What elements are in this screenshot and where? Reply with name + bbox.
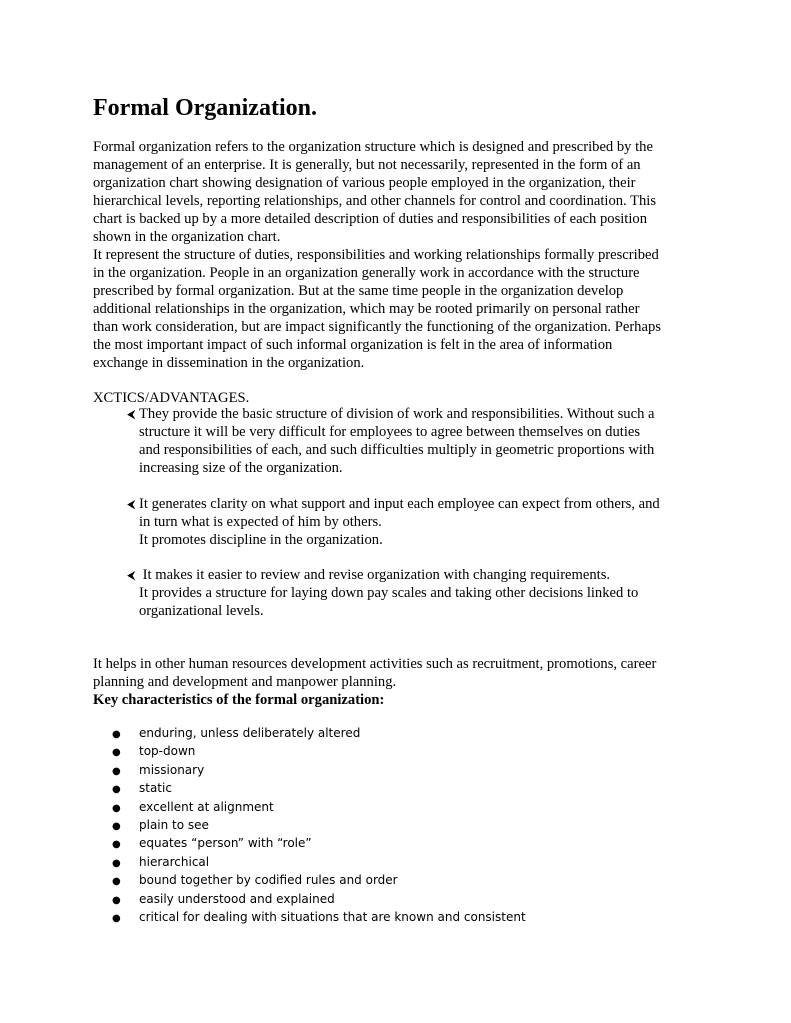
text-line: in turn what is expected of him by others. <box>139 514 382 530</box>
list-item <box>112 817 526 835</box>
intro-paragraph <box>93 138 661 372</box>
list-item <box>112 762 526 780</box>
list-item <box>112 872 526 890</box>
text-line: management of an enterprise. It is generally, but not necessarily, represented in the form of an <box>93 157 641 173</box>
text-line: Formal organization refers to the organization structure which is designed and prescribed by the <box>93 139 653 155</box>
text-line: in the organization. People in an organization generally work in accordance with the structure <box>93 265 640 281</box>
advantage-text: It makes it easier to review and revise organization with changing requirements. <box>139 567 611 583</box>
text-line: increasing size of the organization. <box>139 460 343 476</box>
page-title: Formal Organization. <box>93 95 317 121</box>
text-line: organizational levels. <box>139 603 264 619</box>
arrow-bullet-icon: ⮜ <box>127 407 136 421</box>
text-line: It helps in other human resources development activities such as recruitment, promotions, career <box>93 656 657 672</box>
list-item-text: enduring, unless deliberately altered <box>139 726 361 740</box>
list-item-text: hierarchical <box>139 854 210 869</box>
bullet-icon: ● <box>112 913 121 925</box>
text-line: than work consideration, but are impact significantly the functioning of the organization. Perhaps <box>93 319 661 335</box>
text-line: planning and development and manpower planning. <box>93 674 397 690</box>
bullet-icon: ● <box>112 802 121 814</box>
list-item <box>112 909 526 927</box>
list-item <box>112 854 526 872</box>
bullet-icon: ● <box>112 857 121 869</box>
section-heading-text: Key characteristics of the formal organization: <box>93 692 385 708</box>
advantage-item <box>127 405 655 477</box>
text-line: chart is backed up by a more detailed description of duties and responsibilities of each position <box>93 211 648 227</box>
text-line <box>127 405 655 423</box>
section-heading-text: XCTICS/ADVANTAGES. <box>93 390 250 406</box>
advantage-text: They provide the basic structure of division of work and responsibilities. Without such a <box>139 406 655 422</box>
closing-paragraph <box>93 655 656 691</box>
text-line: It promotes discipline in the organization. <box>139 532 383 548</box>
list-item <box>112 725 526 743</box>
arrow-bullet-icon: ⮜ <box>127 568 136 582</box>
list-item-text: excellent at alignment <box>139 799 274 814</box>
text-line: additional relationships in the organization, which may be rooted primarily on personal rather <box>93 301 640 317</box>
list-item-text: bound together by codified rules and order <box>139 873 398 888</box>
advantage-item <box>127 566 638 620</box>
bullet-icon: ● <box>112 839 121 851</box>
text-line: It provides a structure for laying down pay scales and taking other decisions linked to <box>139 585 639 601</box>
arrow-bullet-icon: ⮜ <box>127 497 136 511</box>
list-item-text: static <box>139 781 172 796</box>
list-item-text: plain to see <box>139 818 209 833</box>
text-line: and responsibilities of each, and such difficulties multiply in geometric proportions with <box>139 442 655 458</box>
bullet-icon: ● <box>112 765 121 777</box>
text-line: organization chart showing designation of various people employed in the organization, their <box>93 175 636 191</box>
text-line: shown in the organization chart. <box>93 229 281 245</box>
text-line <box>127 495 660 513</box>
bullet-icon: ● <box>112 729 121 740</box>
bullet-icon: ● <box>112 894 121 906</box>
list-item <box>112 835 526 853</box>
text-line: the most important impact of such informal organization is felt in the area of information <box>93 337 613 353</box>
list-item-text: easily understood and explained <box>139 891 335 906</box>
advantage-text: It generates clarity on what support and input each employee can expect from others, and <box>139 496 660 512</box>
list-item <box>112 743 526 761</box>
text-line: structure it will be very difficult for employees to agree between themselves on duties <box>139 424 641 440</box>
list-item <box>112 799 526 817</box>
text-line: It represent the structure of duties, responsibilities and working relationships formally prescribed <box>93 247 659 263</box>
bullet-icon: ● <box>112 784 121 796</box>
key-characteristics-list <box>112 725 526 927</box>
advantage-item <box>127 495 660 549</box>
text-line: exchange in dissemination in the organization. <box>93 355 365 371</box>
bullet-icon: ● <box>112 747 121 759</box>
text-line: prescribed by formal organization. But at the same time people in the organization develop <box>93 283 624 299</box>
list-item <box>112 780 526 798</box>
bullet-icon: ● <box>112 821 121 833</box>
key-characteristics-heading <box>93 691 384 709</box>
list-item-text: missionary <box>139 762 205 777</box>
list-item-text: top-down <box>139 744 196 759</box>
list-item <box>112 891 526 909</box>
text-line: hierarchical levels, reporting relationships, and other channels for control and coordination. This <box>93 193 657 209</box>
list-item-text: critical for dealing with situations that are known and consistent <box>139 910 526 925</box>
list-item-text: equates “person” with “role” <box>139 836 312 851</box>
text-line <box>127 566 638 584</box>
bullet-icon: ● <box>112 876 121 888</box>
